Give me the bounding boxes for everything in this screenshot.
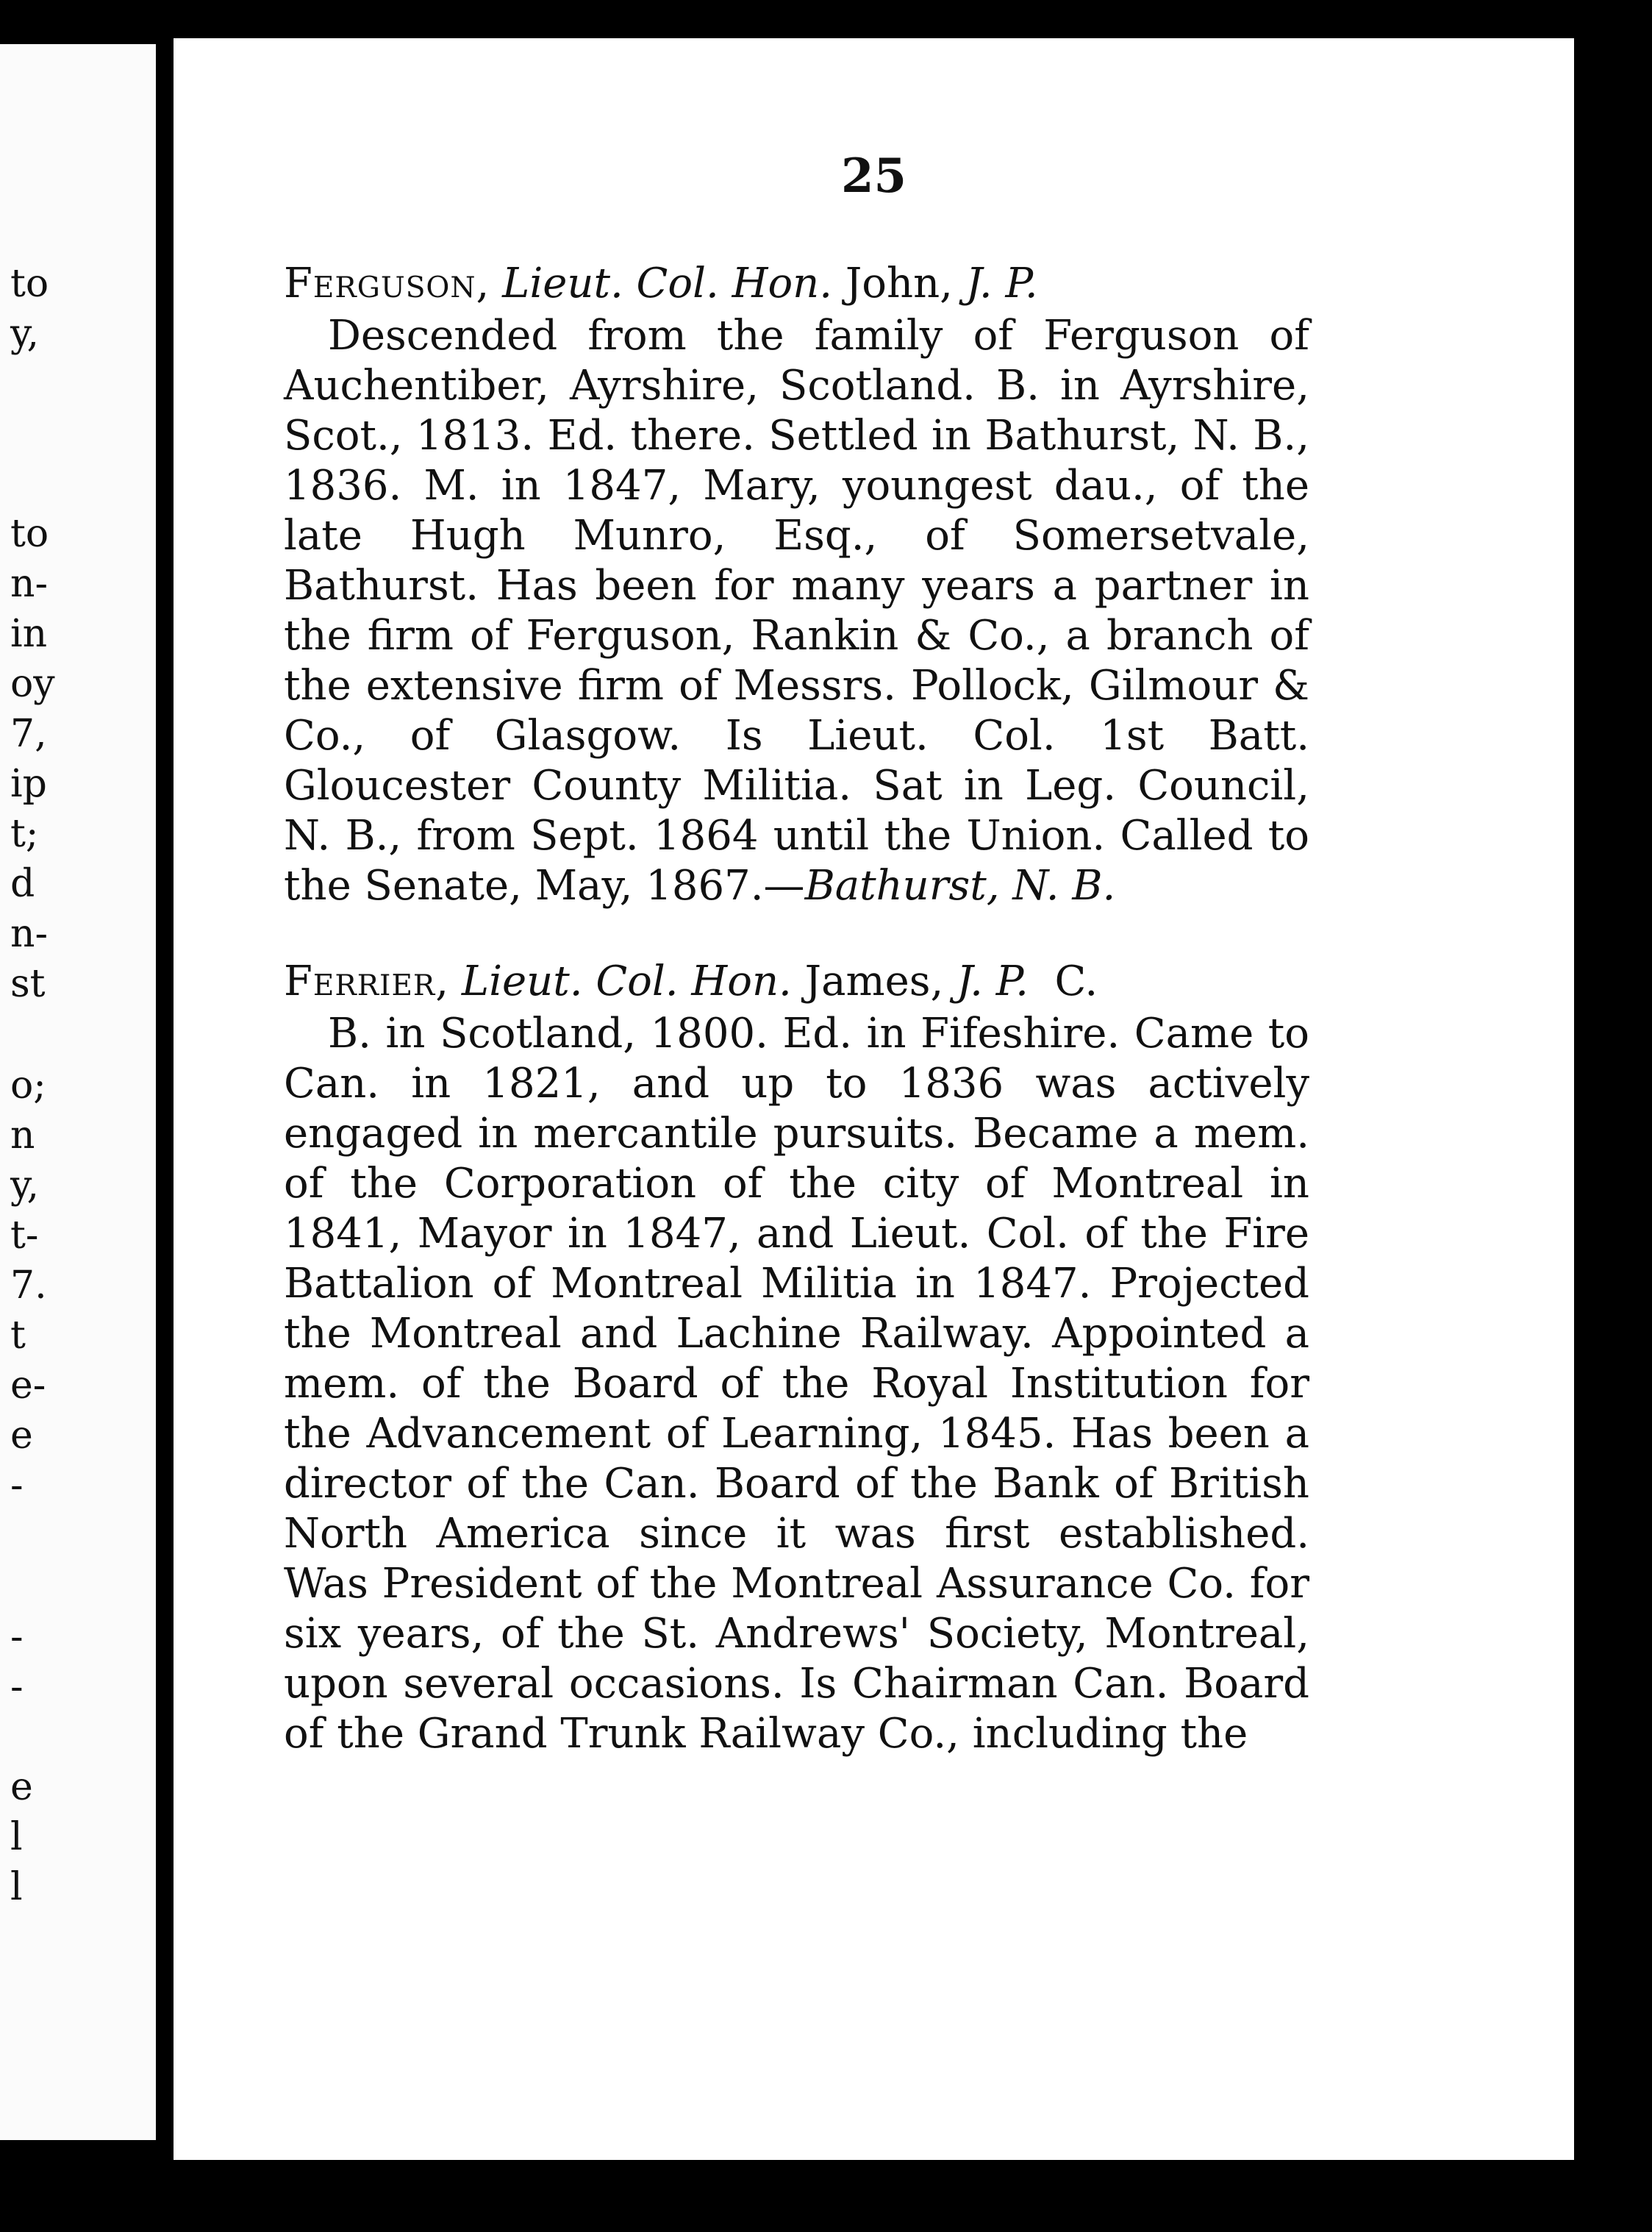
margin-fragment: ip: [10, 762, 47, 806]
entry-place: Bathurst, N. B.: [804, 862, 1116, 910]
page-number: 25: [840, 149, 907, 204]
margin-fragment: e: [10, 1413, 33, 1458]
text-column: [284, 259, 1309, 1759]
entry-given-name: James,: [804, 958, 944, 1006]
entry-heading: Ferrier, Lieut. Col. Hon. James, J. P. C.: [284, 958, 1098, 1006]
entry-heading: Ferguson, Lieut. Col. Hon. John, J. P.: [284, 260, 1038, 307]
entry-rank: Lieut. Col. Hon.: [461, 958, 792, 1006]
margin-fragment: to: [10, 512, 49, 556]
margin-fragment: 7.: [10, 1263, 47, 1308]
margin-fragment: t;: [10, 812, 39, 856]
margin-fragment: n: [10, 1113, 35, 1158]
entry-body-text: Descended from the family of Ferguson of Auchentiber, Ayrshire, Scotland. B. in Ayrshire, Scot., 1813. Ed. there. Settled in Bathurst, N. B., 1836. M. in 1847, Mary, youngest dau., of the late Hugh Munro, Esq., of Somersetvale, Bathurst. Has been for many years a partner in the firm of Ferguson, Rankin & Co., a branch of the extensive firm of Messrs. Pollock, Gilmour & Co., of Glasgow. Is Lieut. Col. 1st Batt. Gloucester County Militia. Sat in Leg. Council, N. B., from Sept. 1864 until the Union. Called to the Senate, May, 1867.—: [284, 312, 1309, 910]
entry-postnominal: J. P.: [956, 958, 1029, 1006]
margin-fragment: to: [10, 262, 49, 306]
entry: [284, 957, 1309, 1759]
margin-fragment: -: [10, 1665, 24, 1709]
margin-fragment: in: [10, 612, 48, 656]
margin-fragment: -: [10, 1463, 24, 1508]
entry-extra: C.: [1054, 958, 1098, 1006]
margin-fragment: -: [10, 1615, 24, 1659]
entry-body: [284, 311, 1309, 911]
margin-fragment: n-: [10, 562, 49, 606]
book-page: [174, 38, 1574, 2160]
margin-fragment: n-: [10, 912, 49, 956]
margin-fragment: t: [10, 1313, 26, 1358]
entry-body-text: B. in Scotland, 1800. Ed. in Fifeshire. Came to Can. in 1821, and up to 1836 was actively engaged in mercantile pursuits. Became a mem. of the Corporation of the city of Montreal in 1841, Mayor in 1847, and Lieut. Col. of the Fire Battalion of Montreal Militia in 1847. Projected the Montreal and Lachine Railway. Appointed a mem. of the Board of the Royal Institution for the Advancement of Learning, 1845. Has been a director of the Can. Board of the Bank of British North America since it was first established. Was President of the Montreal Assurance Co. for six years, of the St. Andrews' Society, Montreal, upon several occasions. Is Chairman Can. Board of the Grand Trunk Railway Co., including the: [284, 1010, 1309, 1758]
entry-given-name: John,: [845, 260, 953, 307]
entry-rank: Lieut. Col. Hon.: [502, 260, 833, 307]
margin-fragment: l: [10, 1865, 23, 1909]
entry-postnominal: J. P.: [965, 260, 1038, 307]
margin-fragment: y,: [10, 1163, 39, 1208]
margin-fragment: y,: [10, 312, 39, 356]
facing-page-margin: [0, 44, 156, 2140]
entry-surname: Ferguson: [284, 260, 476, 307]
entry-surname: Ferrier: [284, 958, 436, 1006]
margin-fragment: oy: [10, 662, 55, 706]
entry: [284, 259, 1309, 911]
margin-fragment: d: [10, 862, 35, 906]
margin-fragment: e: [10, 1765, 33, 1809]
entry-body: [284, 1009, 1309, 1759]
margin-fragment: e-: [10, 1363, 46, 1408]
margin-fragment: 7,: [10, 712, 47, 756]
margin-fragment: t-: [10, 1213, 39, 1258]
margin-fragment: o;: [10, 1063, 46, 1108]
margin-fragment: l: [10, 1815, 23, 1859]
margin-fragment: st: [10, 962, 46, 1006]
